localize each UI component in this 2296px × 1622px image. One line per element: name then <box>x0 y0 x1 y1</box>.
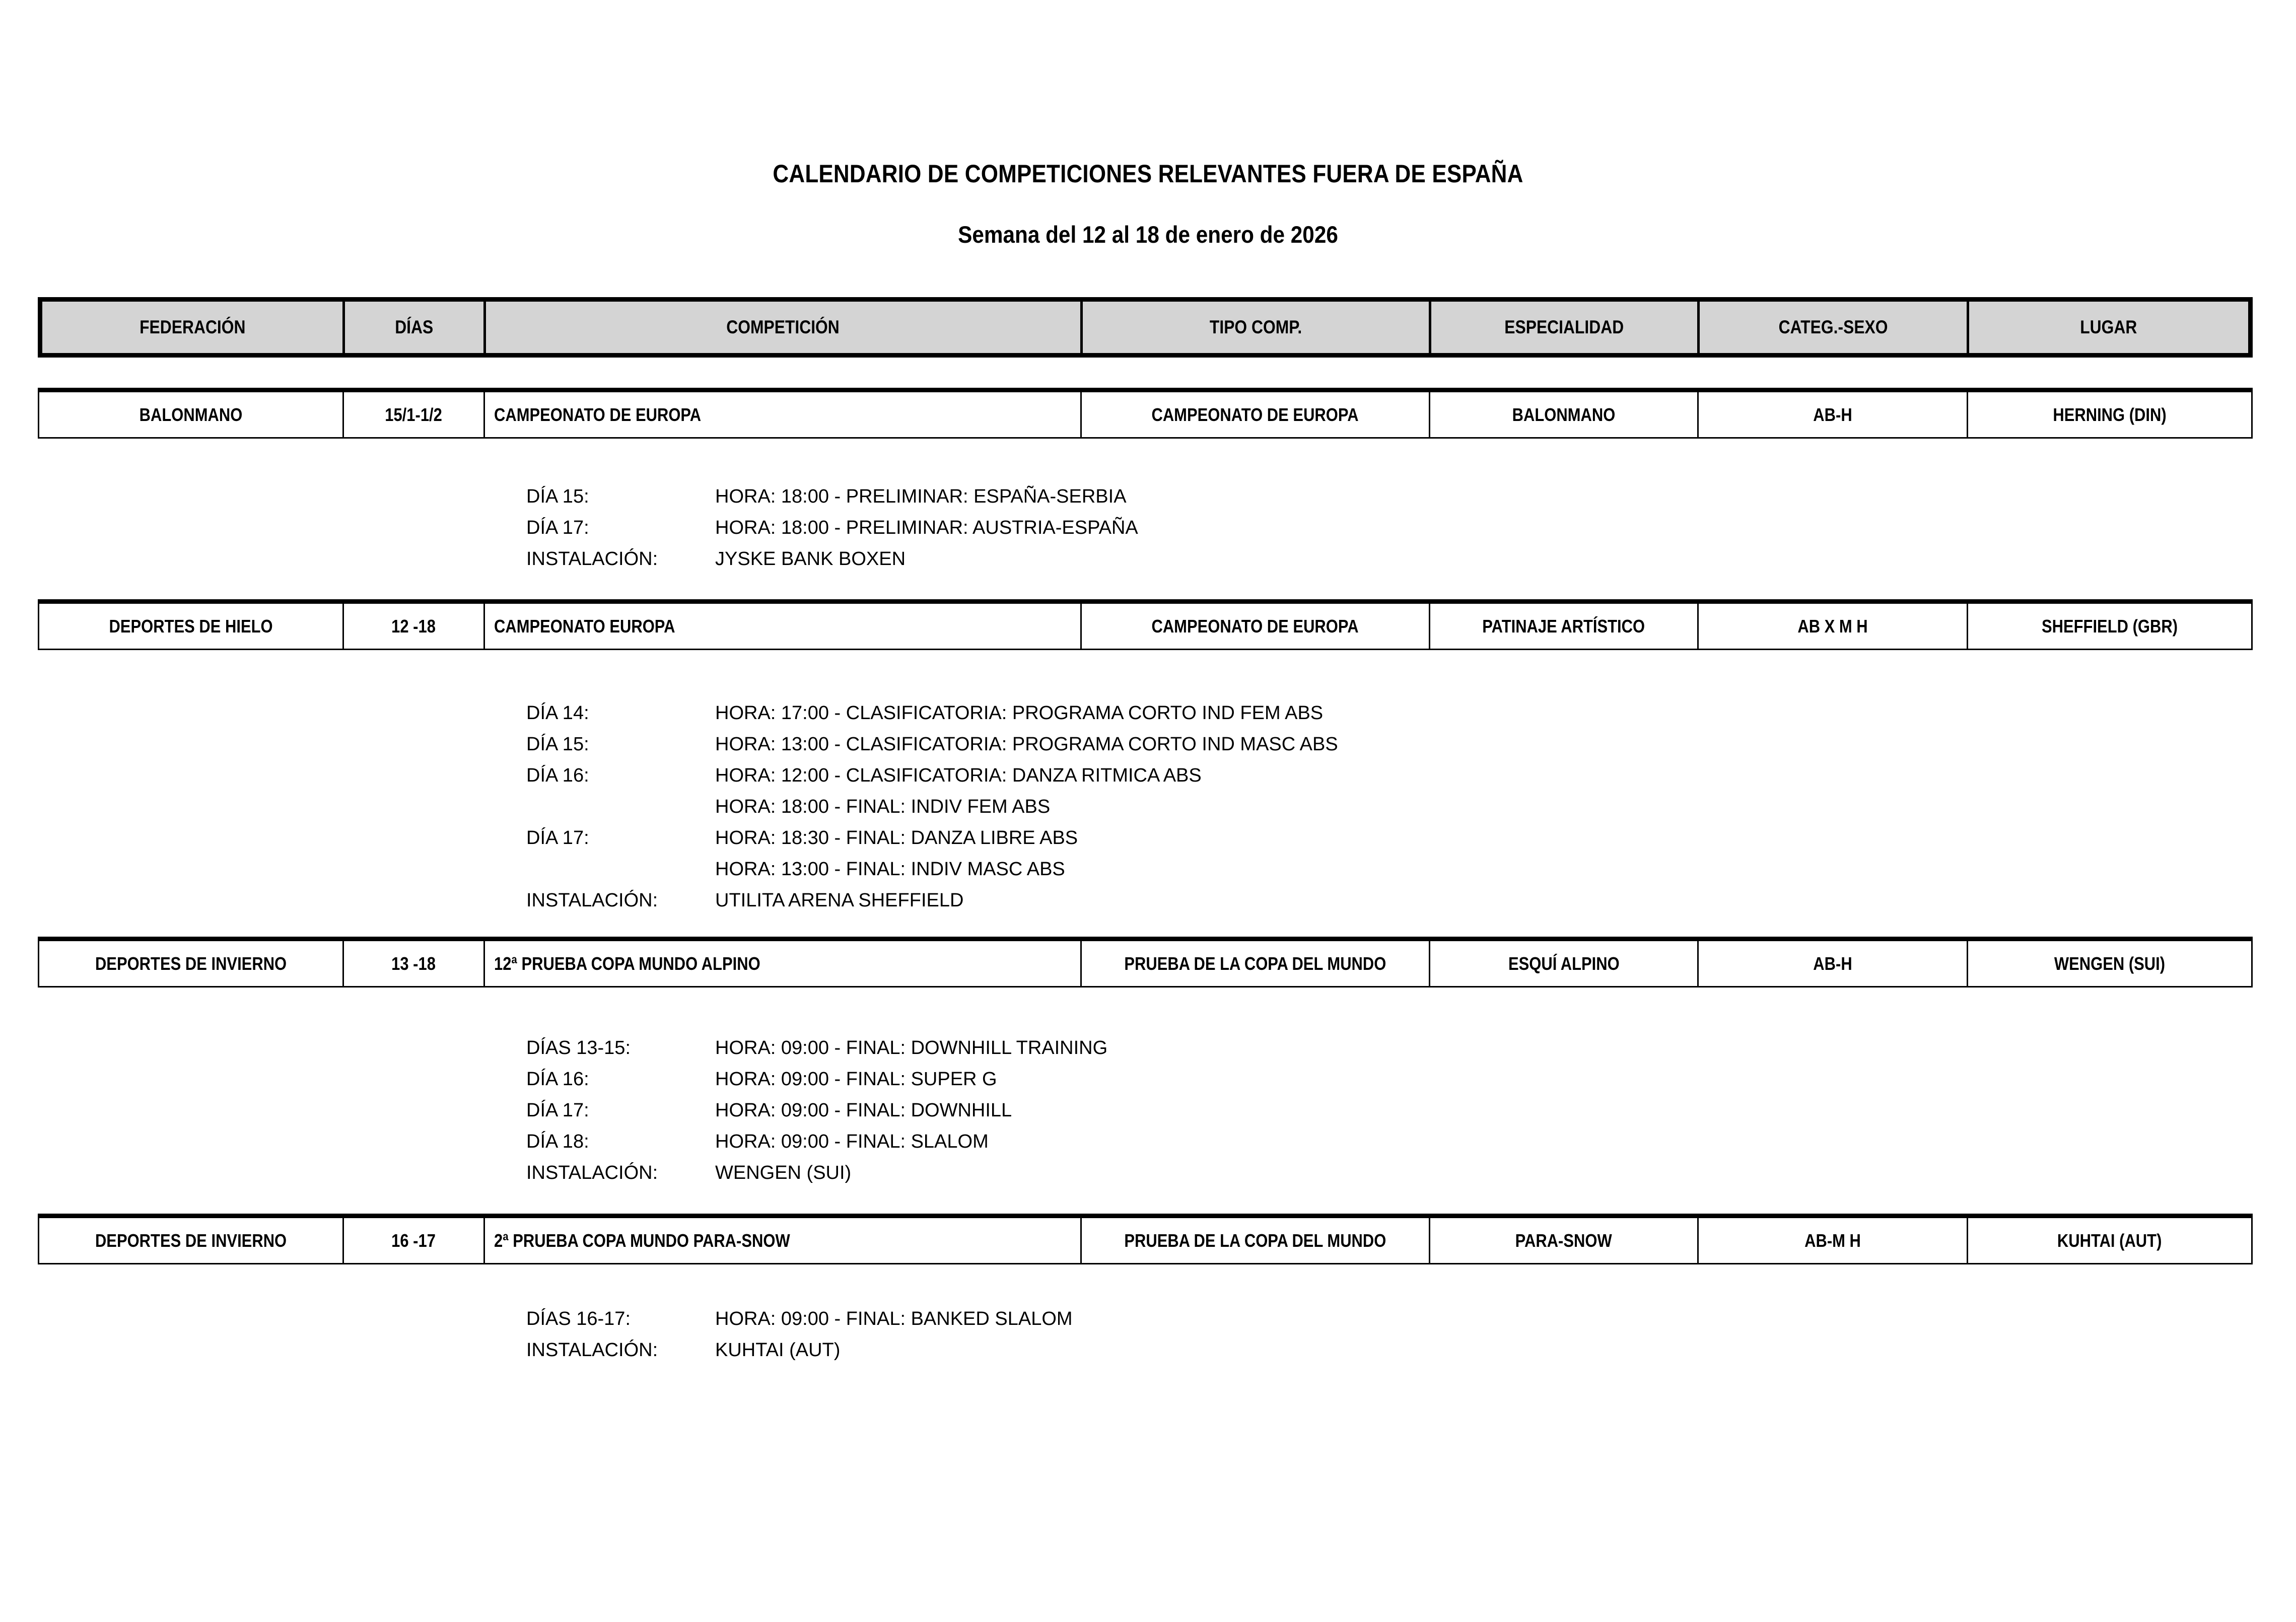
cell-categoria-sexo: AB-H <box>1697 392 1967 437</box>
column-header-dias: DÍAS <box>342 302 483 353</box>
detail-value: KUHTAI (AUT) <box>715 1339 841 1361</box>
table-row <box>38 937 2253 988</box>
detail-block <box>526 697 1338 916</box>
detail-value: HORA: 12:00 - CLASIFICATORIA: DANZA RITMICA ABS <box>715 765 1202 786</box>
detail-label: DÍA 14: <box>526 702 589 724</box>
table-header-row <box>38 297 2253 358</box>
title-block <box>0 161 2296 246</box>
detail-label: INSTALACIÓN: <box>526 548 658 570</box>
detail-line <box>526 1126 1107 1157</box>
cell-categoria-sexo: AB X M H <box>1697 604 1967 649</box>
column-header-tipo-comp: TIPO COMP. <box>1080 302 1429 353</box>
detail-line <box>526 1303 1073 1334</box>
table-row <box>38 599 2253 650</box>
column-header-especialidad: ESPECIALIDAD <box>1429 302 1697 353</box>
detail-line <box>526 512 1138 543</box>
detail-value: HORA: 18:00 - FINAL: INDIV FEM ABS <box>715 796 1051 817</box>
detail-value: WENGEN (SUI) <box>715 1162 852 1183</box>
cell-tipo-comp: CAMPEONATO DE EUROPA <box>1080 604 1429 649</box>
cell-tipo-comp: CAMPEONATO DE EUROPA <box>1080 392 1429 437</box>
column-header-categoria-sexo: CATEG.-SEXO <box>1697 302 1967 353</box>
detail-line <box>526 543 1138 575</box>
detail-line <box>526 1064 1107 1095</box>
cell-categoria-sexo: AB-M H <box>1697 1218 1967 1263</box>
detail-value: UTILITA ARENA SHEFFIELD <box>715 890 964 911</box>
detail-label: INSTALACIÓN: <box>526 1162 658 1183</box>
detail-line <box>526 854 1338 885</box>
detail-line <box>526 885 1338 916</box>
cell-categoria-sexo: AB-H <box>1697 941 1967 986</box>
cell-federacion: DEPORTES DE INVIERNO <box>95 1230 287 1251</box>
detail-label: DÍA 17: <box>526 1100 589 1121</box>
table-row <box>38 388 2253 439</box>
detail-line <box>526 481 1138 512</box>
page-title: CALENDARIO DE COMPETICIONES RELEVANTES FUERA DE ESPAÑA <box>773 160 1523 188</box>
detail-value: HORA: 09:00 - FINAL: DOWNHILL <box>715 1100 1012 1121</box>
detail-value: HORA: 13:00 - CLASIFICATORIA: PROGRAMA CORTO IND MASC ABS <box>715 734 1338 755</box>
detail-value: HORA: 09:00 - FINAL: SLALOM <box>715 1131 989 1152</box>
detail-line <box>526 791 1338 822</box>
detail-value: HORA: 18:30 - FINAL: DANZA LIBRE ABS <box>715 827 1078 849</box>
cell-federacion: DEPORTES DE INVIERNO <box>95 953 287 974</box>
detail-label: DÍA 17: <box>526 517 589 538</box>
detail-value: HORA: 17:00 - CLASIFICATORIA: PROGRAMA CORTO IND FEM ABS <box>715 702 1324 724</box>
detail-label: DÍA 15: <box>526 486 589 507</box>
detail-value: HORA: 09:00 - FINAL: BANKED SLALOM <box>715 1308 1073 1329</box>
detail-label: DÍA 16: <box>526 765 589 786</box>
detail-line <box>526 822 1338 854</box>
column-header-lugar: LUGAR <box>1967 302 2248 353</box>
table-row <box>38 1214 2253 1264</box>
cell-especialidad: ESQUÍ ALPINO <box>1429 941 1697 986</box>
detail-block <box>526 1303 1073 1366</box>
cell-federacion: DEPORTES DE HIELO <box>109 615 273 637</box>
cell-especialidad: PARA-SNOW <box>1429 1218 1697 1263</box>
detail-line <box>526 1032 1107 1064</box>
detail-line <box>526 1095 1107 1126</box>
detail-value: HORA: 09:00 - FINAL: DOWNHILL TRAINING <box>715 1037 1108 1059</box>
detail-label: INSTALACIÓN: <box>526 1339 658 1361</box>
detail-block <box>526 481 1138 575</box>
cell-dias: 16 -17 <box>342 1218 483 1263</box>
cell-dias: 13 -18 <box>342 941 483 986</box>
detail-label: DÍAS 16-17: <box>526 1308 631 1329</box>
detail-label: DÍA 17: <box>526 827 589 849</box>
detail-line <box>526 697 1338 729</box>
detail-value: HORA: 18:00 - PRELIMINAR: ESPAÑA-SERBIA <box>715 486 1127 507</box>
cell-tipo-comp: PRUEBA DE LA COPA DEL MUNDO <box>1080 941 1429 986</box>
cell-lugar: SHEFFIELD (GBR) <box>1967 604 2251 649</box>
detail-block <box>526 1032 1107 1188</box>
detail-label: DÍA 18: <box>526 1131 589 1152</box>
cell-tipo-comp: PRUEBA DE LA COPA DEL MUNDO <box>1080 1218 1429 1263</box>
detail-label: INSTALACIÓN: <box>526 890 658 911</box>
cell-competicion: 12ª PRUEBA COPA MUNDO ALPINO <box>483 941 1080 986</box>
cell-competicion: 2ª PRUEBA COPA MUNDO PARA-SNOW <box>483 1218 1080 1263</box>
detail-line <box>526 729 1338 760</box>
cell-lugar: WENGEN (SUI) <box>1967 941 2251 986</box>
detail-line <box>526 1157 1107 1188</box>
cell-especialidad: BALONMANO <box>1429 392 1697 437</box>
cell-competicion: CAMPEONATO DE EUROPA <box>483 392 1080 437</box>
cell-especialidad: PATINAJE ARTÍSTICO <box>1429 604 1697 649</box>
detail-line <box>526 760 1338 791</box>
cell-lugar: KUHTAI (AUT) <box>1967 1218 2251 1263</box>
cell-competicion: CAMPEONATO EUROPA <box>483 604 1080 649</box>
detail-value: JYSKE BANK BOXEN <box>715 548 906 570</box>
detail-value: HORA: 09:00 - FINAL: SUPER G <box>715 1069 997 1090</box>
column-header-competicion: COMPETICIÓN <box>483 302 1080 353</box>
cell-lugar: HERNING (DIN) <box>1967 392 2251 437</box>
cell-dias: 12 -18 <box>342 604 483 649</box>
detail-label: DÍA 15: <box>526 734 589 755</box>
page-subtitle: Semana del 12 al 18 de enero de 2026 <box>958 221 1338 248</box>
cell-federacion: BALONMANO <box>139 404 243 425</box>
detail-value: HORA: 13:00 - FINAL: INDIV MASC ABS <box>715 859 1065 880</box>
detail-label: DÍAS 13-15: <box>526 1037 631 1059</box>
detail-line <box>526 1334 1073 1366</box>
detail-label: DÍA 16: <box>526 1069 589 1090</box>
cell-dias: 15/1-1/2 <box>342 392 483 437</box>
column-header-federacion: FEDERACIÓN <box>42 302 342 353</box>
detail-value: HORA: 18:00 - PRELIMINAR: AUSTRIA-ESPAÑA <box>715 517 1138 538</box>
